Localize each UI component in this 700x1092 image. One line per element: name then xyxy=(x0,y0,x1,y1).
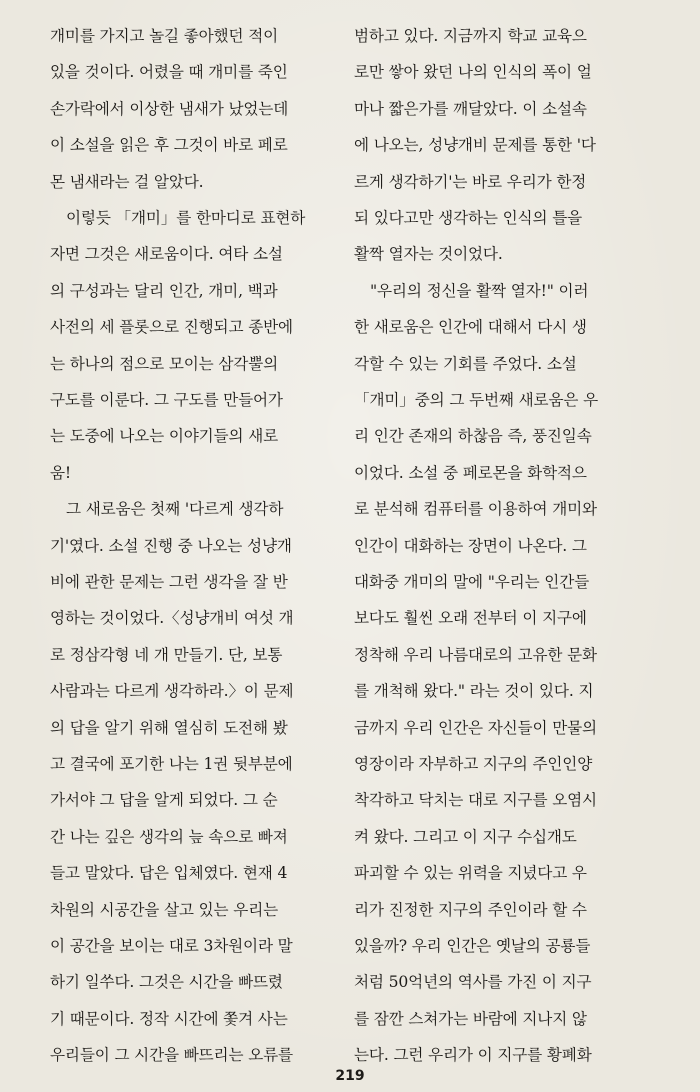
text-line: 되 있다고만 생각하는 인식의 틀을 xyxy=(354,209,583,227)
text-line: 사람과는 다르게 생각하라.〉이 문제 xyxy=(50,682,294,701)
text-line: 영장이라 자부하고 지구의 주인인양 xyxy=(354,755,593,773)
text-line: 를 잠깐 스쳐가는 바람에 지나지 않 xyxy=(354,1009,587,1028)
text-line: 이 소설을 읽은 후 그것이 바로 페로 xyxy=(50,136,288,155)
text-line: 들고 말았다. 답은 입체였다. 현재 4 xyxy=(50,864,288,883)
text-line: 영하는 것이었다.〈성냥개비 여섯 개 xyxy=(50,609,294,628)
text-line: 마나 짧은가를 깨달았다. 이 소설속 xyxy=(354,99,587,118)
text-line: 간 나는 깊은 생각의 늪 속으로 빠져 xyxy=(50,827,288,846)
text-line: 리 인간 존재의 하찮음 즉, 풍진일속 xyxy=(354,427,592,446)
text-line: 사전의 세 플롯으로 진행되고 종반에 xyxy=(50,318,293,337)
text-line: 범하고 있다. 지금까지 학교 교육으 xyxy=(354,27,587,45)
text-line: 로만 쌓아 왔던 나의 인식의 폭이 얼 xyxy=(354,63,592,82)
text-line: 가서야 그 답을 알게 되었다. 그 순 xyxy=(50,791,278,810)
text-line: 는 도중에 나오는 이야기들의 새로 xyxy=(50,427,279,446)
text-line: 의 답을 알기 위해 열심히 도전해 봤 xyxy=(50,718,288,737)
text-line: 한 새로움은 인간에 대해서 다시 생 xyxy=(354,318,587,337)
text-line: 구도를 이룬다. 그 구도를 만들어가 xyxy=(50,391,283,409)
text-line: 대화중 개미의 말에 "우리는 인간들 xyxy=(354,573,590,591)
text-line: "우리의 정신을 활짝 열자!" 이러 xyxy=(370,281,589,300)
text-line: 이렇듯 「개미」를 한마디로 표현하 xyxy=(66,209,306,227)
text-line: 하기 일쑤다. 그것은 시간을 빠뜨렸 xyxy=(50,973,283,992)
text-line: 는 하나의 점으로 모이는 삼각뿔의 xyxy=(50,354,279,373)
text-line: 에 나오는, 성냥개비 문제를 통한 '다 xyxy=(354,136,596,155)
text-line: 정착해 우리 나름대로의 고유한 문화 xyxy=(354,645,597,664)
text-line: 활짝 열자는 것이었다. xyxy=(354,245,503,264)
text-line: 「개미」중의 그 두번째 새로움은 우 xyxy=(354,391,598,409)
text-line: 는다. 그런 우리가 이 지구를 황폐화 xyxy=(354,1046,592,1065)
text-line: 기'였다. 소설 진행 중 나오는 성냥개 xyxy=(50,536,292,555)
text-line: 로 분석해 컴퓨터를 이용하여 개미와 xyxy=(354,500,597,519)
text-line: 이 공간을 보이는 대로 3차원이라 말 xyxy=(50,937,293,955)
text-line: 각할 수 있는 기회를 주었다. 소설 xyxy=(354,354,577,373)
text-line: 인간이 대화하는 장면이 나온다. 그 xyxy=(354,536,587,555)
text-line: 리가 진정한 지구의 주인이라 할 수 xyxy=(354,900,587,919)
text-line: 그 새로움은 첫째 '다르게 생각하 xyxy=(66,500,284,519)
text-line: 로 정삼각형 네 개 만들기. 단, 보통 xyxy=(50,645,283,664)
text-line: 차원의 시공간을 살고 있는 우리는 xyxy=(50,900,279,919)
text-line: 기 때문이다. 정작 시간에 쫓겨 사는 xyxy=(50,1009,288,1028)
text-line: 자면 그것은 새로움이다. 여타 소설 xyxy=(50,245,283,264)
text-line: 르게 생각하기'는 바로 우리가 한정 xyxy=(354,172,587,191)
text-line: 켜 왔다. 그리고 이 지구 수십개도 xyxy=(354,827,577,846)
text-line: 의 구성과는 달리 인간, 개미, 백과 xyxy=(50,281,278,300)
text-line: 착각하고 닥치는 대로 지구를 오염시 xyxy=(354,791,597,810)
text-line: 비에 관한 문제는 그런 생각을 잘 반 xyxy=(50,573,288,591)
text-line: 있을까? 우리 인간은 옛날의 공룡들 xyxy=(354,937,591,955)
text-line: 처럼 50억년의 역사를 가진 이 지구 xyxy=(354,973,592,992)
text-line: 몬 냄새라는 걸 알았다. xyxy=(50,172,204,191)
text-line: 이었다. 소설 중 페로몬을 화학적으 xyxy=(354,463,587,482)
text-line: 고 결국에 포기한 나는 1권 뒷부분에 xyxy=(50,755,293,773)
text-line: 파괴할 수 있는 위력을 지녔다고 우 xyxy=(354,864,587,883)
page-number: 219 xyxy=(335,1068,365,1084)
text-line: 금까지 우리 인간은 자신들이 만물의 xyxy=(354,718,597,737)
text-line: 보다도 훨씬 오래 전부터 이 지구에 xyxy=(354,609,587,628)
text-line: 손가락에서 이상한 냄새가 났었는데 xyxy=(50,99,289,118)
text-line: 있을 것이다. 어렸을 때 개미를 죽인 xyxy=(50,63,288,82)
text-line: 우리들이 그 시간을 빠뜨리는 오류를 xyxy=(50,1046,293,1065)
text-line: 를 개척해 왔다." 라는 것이 있다. 지 xyxy=(354,682,594,701)
text-line: 움! xyxy=(50,463,72,482)
text-line: 개미를 가지고 놀길 좋아했던 적이 xyxy=(50,27,279,45)
